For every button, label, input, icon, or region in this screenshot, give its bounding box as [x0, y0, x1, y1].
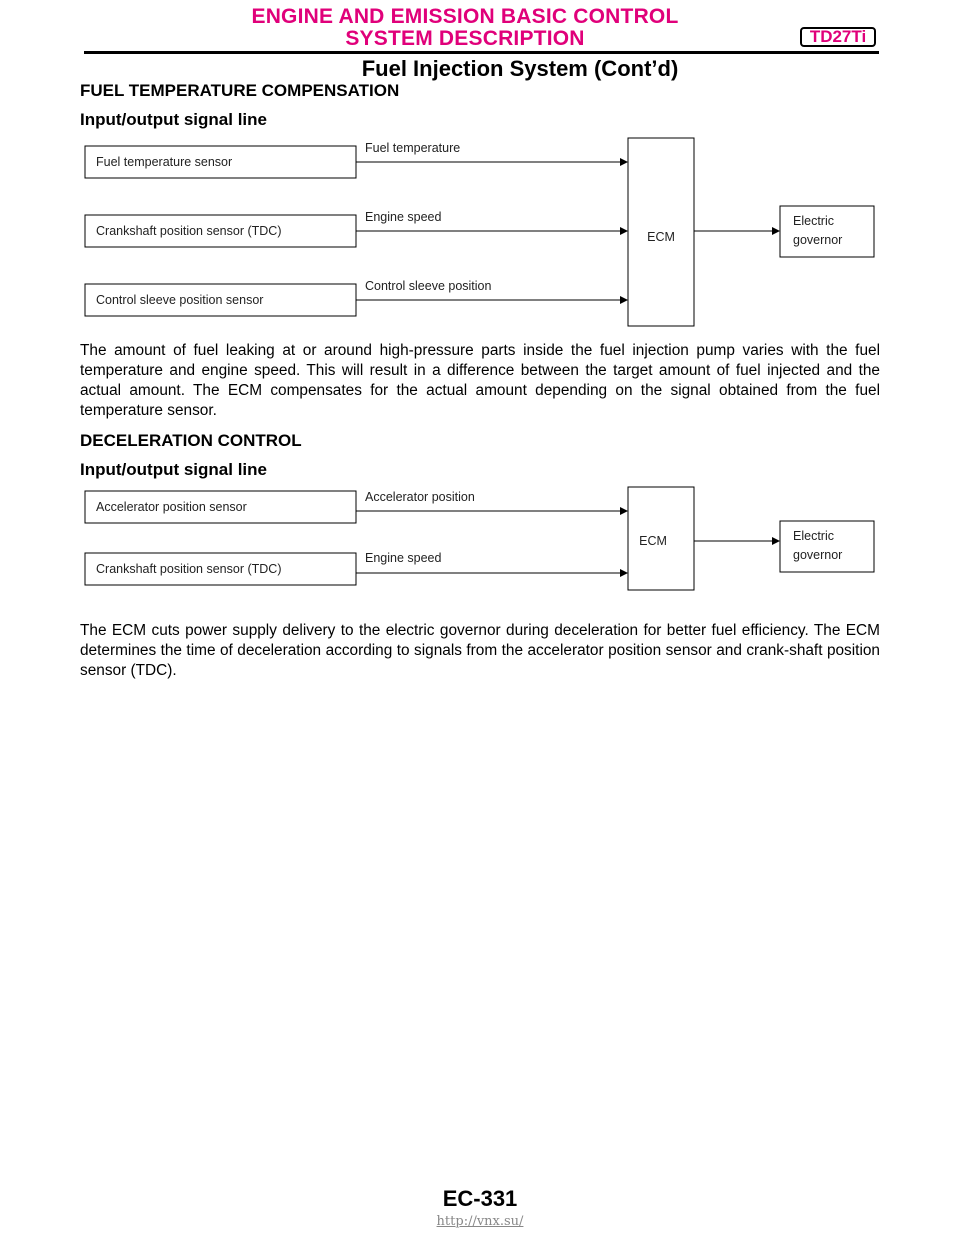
- accelerator-signal-label: Accelerator position: [365, 490, 475, 504]
- fuel-temp-paragraph: The amount of fuel leaking at or around high-pressure parts inside the fuel injection pump varies with the fuel temperature and engine speed. This will result in a difference between the target amount of fuel injected and the actual amount. The ECM compensates for the actual amount depending on the signal obtained from the fuel temperature sensor.: [80, 342, 880, 419]
- control-sleeve-signal-label: Control sleeve position: [365, 279, 492, 293]
- model-badge: TD27Ti: [800, 27, 876, 47]
- fuel-temp-heading: FUEL TEMPERATURE COMPENSATION: [80, 81, 400, 100]
- ecm-label: ECM: [647, 230, 675, 244]
- engine-speed-signal-label: Engine speed: [365, 210, 442, 224]
- decel-heading: DECELERATION CONTROL: [80, 431, 302, 450]
- section-title: Fuel Injection System (Cont’d): [361, 56, 679, 81]
- decel-electric-governor-label-line1: Electric: [793, 529, 834, 543]
- decel-paragraph: The ECM cuts power supply delivery to the electric governor during deceleration for better fuel efficiency. The ECM determines the time of deceleration according to signals from the accelerator position sensor and crank-shaft position sensor (TDC).: [80, 622, 880, 679]
- accelerator-sensor-label: Accelerator position sensor: [96, 500, 247, 514]
- fuel-temp-signal-label: Fuel temperature: [365, 141, 461, 155]
- crankshaft-sensor-label: Crankshaft position sensor (TDC): [96, 224, 282, 238]
- electric-governor-label-line2: governor: [793, 233, 843, 247]
- fuel-temp-diagram: [85, 138, 874, 326]
- control-sleeve-sensor-label: Control sleeve position sensor: [96, 293, 264, 307]
- decel-crankshaft-sensor-label: Crankshaft position sensor (TDC): [96, 562, 282, 576]
- fuel-temp-sensor-label: Fuel temperature sensor: [96, 155, 233, 169]
- fuel-temp-subheading: Input/output signal line: [80, 110, 267, 129]
- source-url-link[interactable]: http://vnx.su/: [436, 1214, 524, 1229]
- category-title-line2: SYSTEM DESCRIPTION: [345, 27, 585, 50]
- decel-subheading: Input/output signal line: [80, 460, 267, 479]
- decel-engine-speed-label: Engine speed: [365, 551, 442, 565]
- category-title-line1: ENGINE AND EMISSION BASIC CONTROL: [251, 5, 679, 28]
- decel-electric-governor-label-line2: governor: [793, 548, 843, 562]
- electric-governor-label-line1: Electric: [793, 214, 834, 228]
- page-number: EC-331: [442, 1186, 518, 1211]
- decel-ecm-label: ECM: [639, 534, 667, 548]
- decel-diagram: [85, 487, 874, 590]
